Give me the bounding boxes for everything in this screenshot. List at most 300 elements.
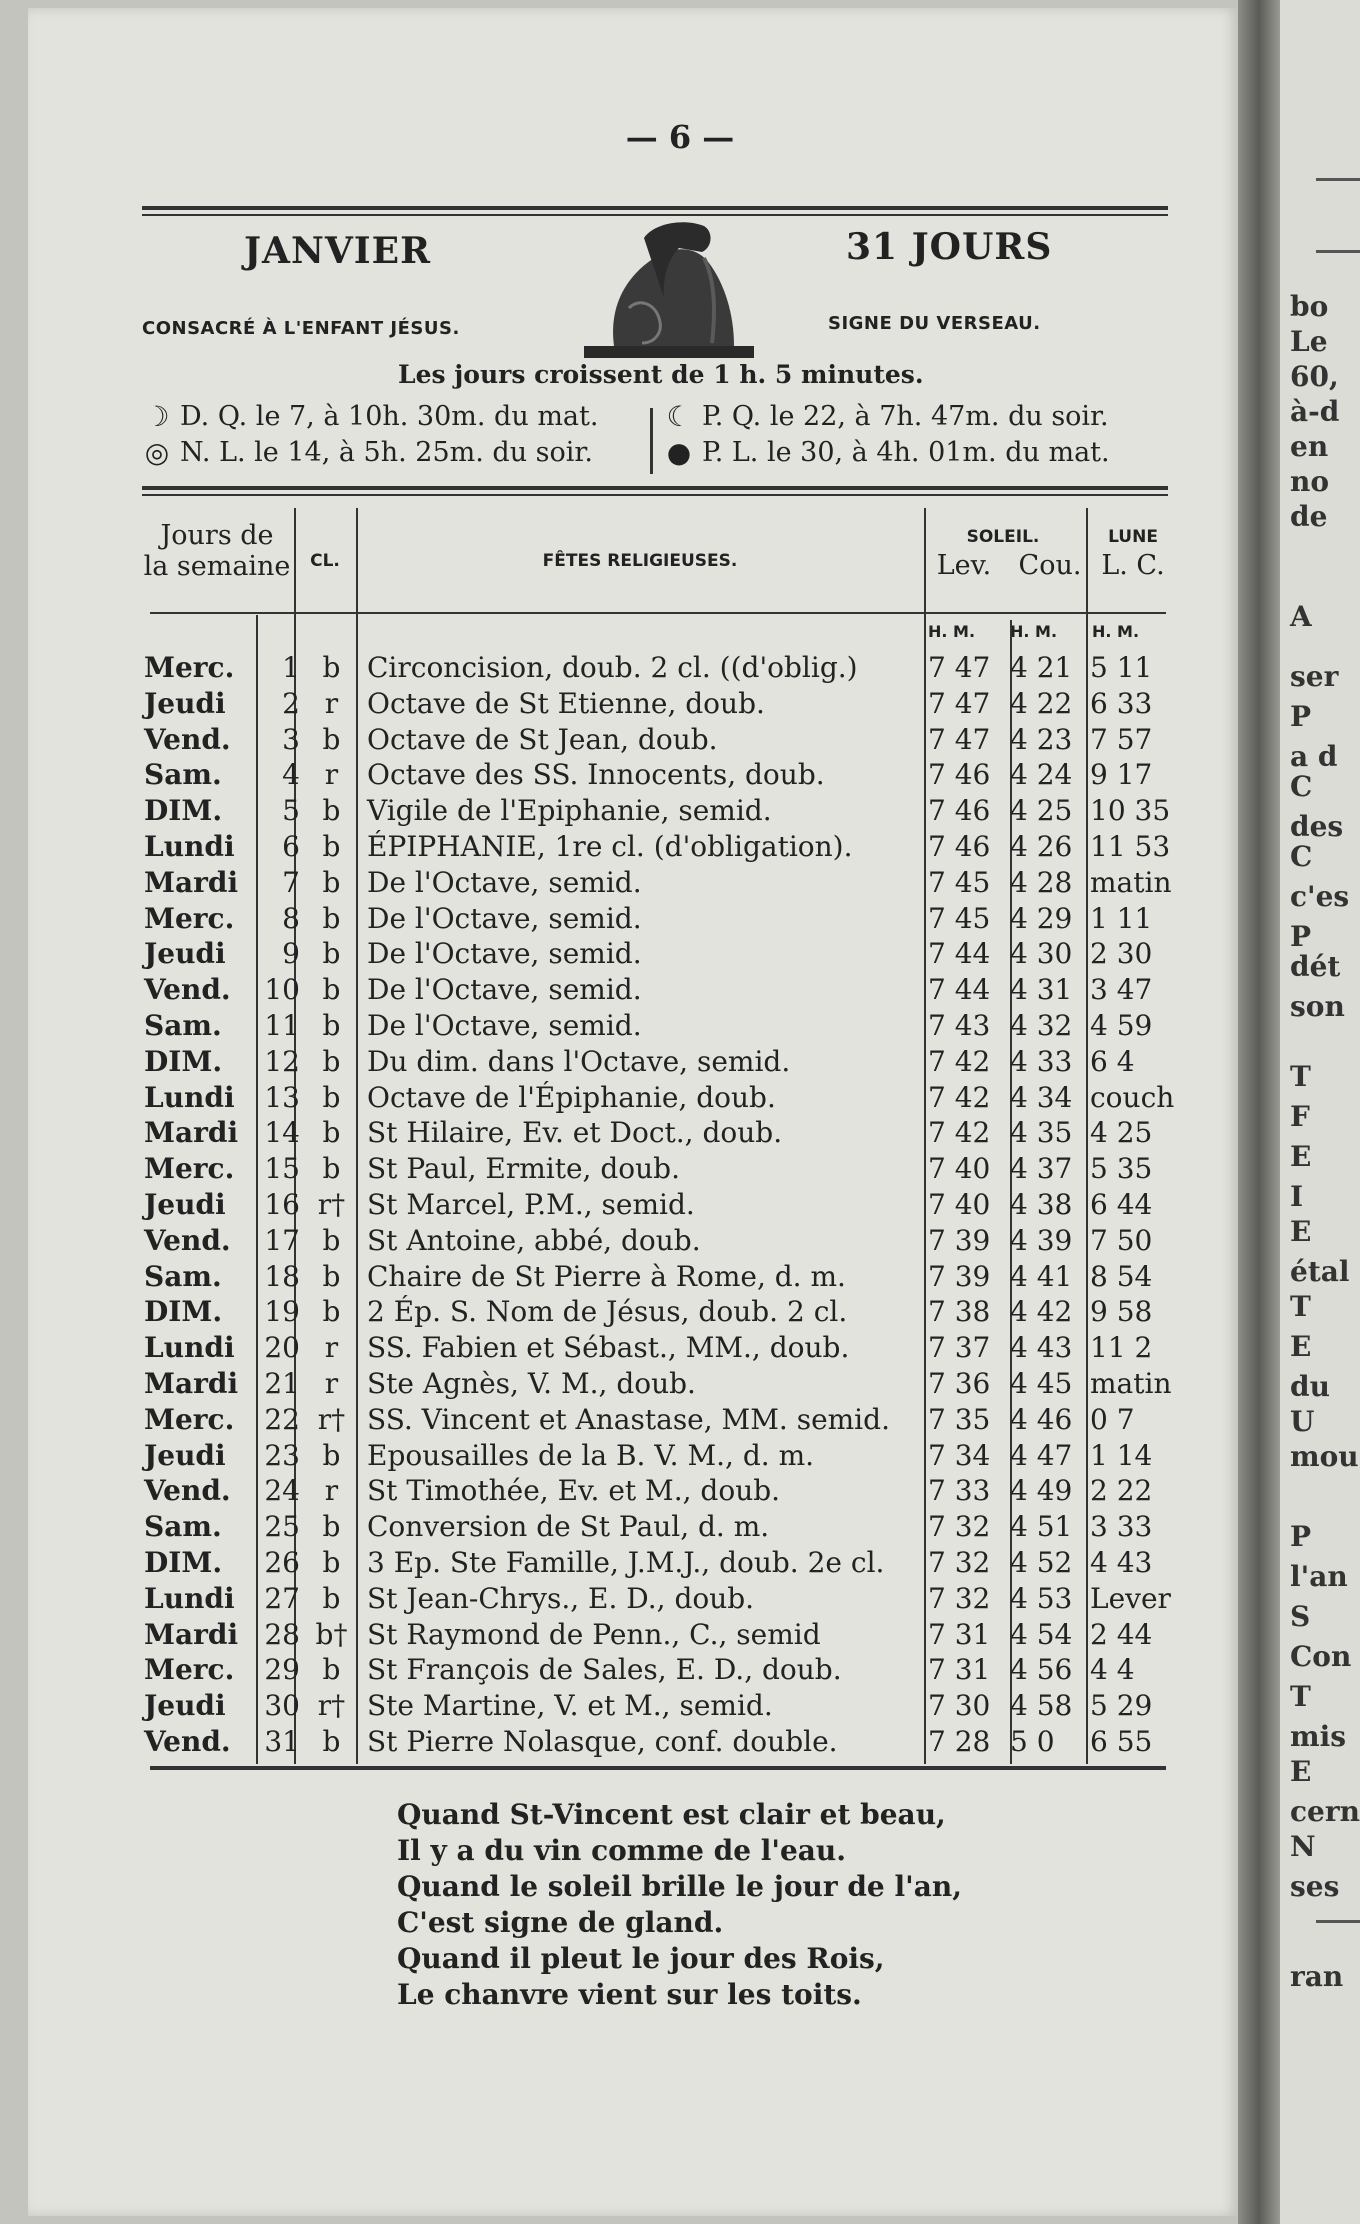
adjacent-page-text: S <box>1290 1600 1311 1633</box>
feast-cell: Circoncision, doub. 2 cl. ((d'oblig.) <box>367 651 858 684</box>
class-cell: b <box>322 651 341 684</box>
sunrise-cell: 7 31 <box>928 1653 991 1687</box>
feast-cell: Du dim. dans l'Octave, semid. <box>367 1044 791 1078</box>
class-cell: b <box>322 794 341 828</box>
sunrise-cell: 7 44 <box>928 973 991 1007</box>
sunset-cell: 4 33 <box>1010 1044 1073 1078</box>
adjacent-page-text: ran <box>1290 1960 1344 1993</box>
date-cell: 5 <box>282 794 300 828</box>
date-cell: 28 <box>264 1617 300 1651</box>
table-row <box>140 1115 1185 1151</box>
class-cell: b <box>322 829 341 863</box>
date-cell: 4 <box>282 758 300 792</box>
sunset-cell: 4 34 <box>1010 1080 1073 1114</box>
table-row <box>140 1688 1185 1724</box>
weekday-cell: Mardi <box>144 865 239 899</box>
moon-cell: 6 33 <box>1090 686 1153 720</box>
phase-waxing: ☾ P. Q. le 22, à 7h. 47m. du soir. <box>664 400 1109 433</box>
weekday-cell: Mardi <box>144 1116 239 1150</box>
class-cell: b <box>322 1438 341 1472</box>
table-row <box>140 650 1185 686</box>
col-feasts-header: FÊTES RELIGIEUSES. <box>542 551 738 571</box>
class-cell: b <box>322 1295 341 1329</box>
date-cell: 8 <box>282 901 300 935</box>
verse-line: Quand le soleil brille le jour de l'an, <box>397 1870 962 1903</box>
unit-cou: H. M. <box>1010 622 1058 641</box>
sunrise-cell: 7 47 <box>928 651 991 684</box>
table-row <box>140 1330 1185 1366</box>
book-gutter <box>1238 0 1280 2224</box>
date-cell: 1 <box>282 651 300 684</box>
table-row <box>140 1438 1185 1474</box>
adjacent-page-text: F <box>1290 1100 1310 1133</box>
moon-cell: 6 44 <box>1090 1187 1153 1221</box>
sunrise-cell: 7 40 <box>928 1187 991 1221</box>
sunrise-cell: 7 32 <box>928 1510 991 1544</box>
calendar-table <box>140 650 1185 1760</box>
unit-lev: H. M. <box>928 622 976 641</box>
sunset-cell: 4 58 <box>1010 1689 1073 1723</box>
date-cell: 23 <box>264 1438 300 1472</box>
weekday-cell: Mardi <box>144 1617 239 1651</box>
feast-cell: De l'Octave, semid. <box>367 901 642 935</box>
moon-cell: matin <box>1090 865 1172 899</box>
date-cell: 14 <box>264 1116 300 1150</box>
feast-cell: Octave de St Etienne, doub. <box>367 686 765 720</box>
class-cell: r† <box>317 1689 346 1723</box>
date-cell: 15 <box>264 1152 300 1186</box>
sunset-cell: 4 38 <box>1010 1187 1073 1221</box>
feast-cell: St Paul, Ermite, doub. <box>367 1152 680 1186</box>
weekday-cell: Mardi <box>144 1366 239 1400</box>
date-cell: 24 <box>264 1474 300 1508</box>
adjacent-page-text: de <box>1290 500 1328 533</box>
moon-cell: 3 33 <box>1090 1510 1153 1544</box>
moon-cell: 4 4 <box>1090 1653 1135 1687</box>
feast-cell: St Jean-Chrys., E. D., doub. <box>367 1581 755 1615</box>
table-row <box>140 1509 1185 1545</box>
sunset-cell: 4 37 <box>1010 1152 1073 1186</box>
sunrise-cell: 7 45 <box>928 901 991 935</box>
sunset-cell: 4 47 <box>1010 1438 1073 1472</box>
table-row <box>140 1259 1185 1295</box>
weekday-cell: Merc. <box>144 1402 235 1436</box>
adjacent-page-text: A <box>1290 600 1312 633</box>
table-row <box>140 1044 1185 1080</box>
month-title: JANVIER <box>244 230 431 272</box>
adjacent-page-text: en <box>1290 430 1329 463</box>
weekday-cell: Sam. <box>144 1008 222 1042</box>
date-cell: 19 <box>264 1295 300 1329</box>
sunset-cell: 4 21 <box>1010 651 1073 684</box>
sunset-cell: 4 28 <box>1010 865 1073 899</box>
weekday-cell: Sam. <box>144 758 222 792</box>
weekday-cell: Jeudi <box>144 1689 226 1723</box>
feast-cell: Vigile de l'Epiphanie, semid. <box>367 794 772 828</box>
table-row <box>140 1473 1185 1509</box>
sunrise-cell: 7 39 <box>928 1223 991 1257</box>
sunrise-cell: 7 42 <box>928 1116 991 1150</box>
adjacent-page-text: Le <box>1290 325 1328 358</box>
moon-cell: 4 43 <box>1090 1545 1153 1579</box>
adjacent-page-text: N <box>1290 1830 1316 1863</box>
adjacent-page-text: T <box>1290 1060 1311 1093</box>
sunrise-cell: 7 32 <box>928 1545 991 1579</box>
class-cell: r <box>324 686 339 720</box>
class-cell: b <box>322 937 341 971</box>
sunset-cell: 4 24 <box>1010 758 1073 792</box>
daylight-note: Les jours croissent de 1 h. 5 minutes. <box>398 360 924 389</box>
date-cell: 10 <box>264 973 300 1007</box>
table-row <box>140 1402 1185 1438</box>
feast-cell: St Raymond de Penn., C., semid <box>367 1617 821 1651</box>
sunrise-cell: 7 46 <box>928 758 991 792</box>
table-row <box>140 865 1185 901</box>
adjacent-page-text: C <box>1290 840 1313 873</box>
sunrise-cell: 7 36 <box>928 1366 991 1400</box>
class-cell: r <box>324 758 339 792</box>
weekday-cell: Merc. <box>144 651 235 684</box>
sunset-cell: 4 35 <box>1010 1116 1073 1150</box>
class-cell: b <box>322 1044 341 1078</box>
table-row <box>140 1545 1185 1581</box>
sunrise-cell: 7 33 <box>928 1474 991 1508</box>
sunrise-cell: 7 35 <box>928 1402 991 1436</box>
sunrise-cell: 7 37 <box>928 1331 991 1365</box>
verse-line: C'est signe de gland. <box>397 1906 724 1939</box>
moon-cell: 11 53 <box>1090 829 1171 863</box>
moon-full-icon: ● <box>666 436 692 469</box>
class-cell: b <box>322 1116 341 1150</box>
adjacent-page-text: du <box>1290 1370 1330 1403</box>
sunrise-cell: 7 47 <box>928 686 991 720</box>
date-cell: 31 <box>264 1724 300 1758</box>
adjacent-page-text: mou <box>1290 1440 1359 1473</box>
class-cell: b <box>322 1152 341 1186</box>
weekday-cell: Merc. <box>144 1653 235 1687</box>
phase-new-moon: ◎ N. L. le 14, à 5h. 25m. du soir. <box>142 436 593 469</box>
adjacent-page-text: I <box>1290 1180 1304 1213</box>
class-cell: b <box>322 1581 341 1615</box>
date-cell: 29 <box>264 1653 300 1687</box>
class-cell: b <box>322 1080 341 1114</box>
weekday-cell: Jeudi <box>144 1438 226 1472</box>
adjacent-page-text: étal <box>1290 1255 1350 1288</box>
moon-cell: 11 2 <box>1090 1331 1153 1365</box>
table-row <box>140 1223 1185 1259</box>
adjacent-page-text: 60, <box>1290 360 1339 393</box>
sunset-cell: 4 30 <box>1010 937 1073 971</box>
class-cell: b <box>322 1724 341 1758</box>
feast-cell: Octave de l'Épiphanie, doub. <box>367 1080 776 1114</box>
feast-cell: ÉPIPHANIE, 1re cl. (d'obligation). <box>367 829 853 863</box>
sunset-cell: 5 0 <box>1010 1724 1055 1758</box>
feast-cell: Epousailles de la B. V. M., d. m. <box>367 1438 815 1472</box>
weekday-cell: Lundi <box>144 1331 235 1365</box>
moon-waxing-icon: ☾ <box>666 400 692 433</box>
sunrise-cell: 7 42 <box>928 1044 991 1078</box>
table-row <box>140 1080 1185 1116</box>
weekday-cell: Merc. <box>144 901 235 935</box>
table-row <box>140 686 1185 722</box>
sunset-cell: 4 39 <box>1010 1223 1073 1257</box>
sunrise-cell: 7 44 <box>928 937 991 971</box>
verse-line: Quand il pleut le jour des Rois, <box>397 1942 885 1975</box>
sunrise-cell: 7 43 <box>928 1008 991 1042</box>
col-cl-header: CL. <box>310 551 340 571</box>
moon-cell: 0 7 <box>1090 1402 1135 1436</box>
table-row <box>140 901 1185 937</box>
table-row <box>140 757 1185 793</box>
sunset-cell: 4 41 <box>1010 1259 1073 1293</box>
adjacent-page-text: E <box>1290 1330 1312 1363</box>
weather-proverb <box>397 1797 962 2013</box>
adjacent-page-text: ser <box>1290 660 1339 693</box>
feast-cell: Conversion de St Paul, d. m. <box>367 1510 770 1544</box>
adjacent-page-text: a d <box>1290 740 1338 773</box>
date-cell: 27 <box>264 1581 300 1615</box>
moon-new-icon: ◎ <box>144 436 170 469</box>
date-cell: 13 <box>264 1080 300 1114</box>
class-cell: r <box>324 1331 339 1365</box>
sunset-cell: 4 32 <box>1010 1008 1073 1042</box>
adjacent-page-text: T <box>1290 1680 1311 1713</box>
weekday-cell: Vend. <box>144 1474 231 1508</box>
weekday-cell: Vend. <box>144 722 231 756</box>
table-row <box>140 1366 1185 1402</box>
adjacent-page-text: c'es <box>1290 880 1350 913</box>
class-cell: b <box>322 865 341 899</box>
sunset-cell: 4 25 <box>1010 794 1073 828</box>
weekday-cell: Lundi <box>144 1581 235 1615</box>
moon-cell: 9 58 <box>1090 1295 1153 1329</box>
sunset-cell: 4 43 <box>1010 1331 1073 1365</box>
weekday-cell: Vend. <box>144 973 231 1007</box>
weekday-cell: Jeudi <box>144 937 226 971</box>
moon-cell: 5 11 <box>1090 651 1153 684</box>
date-cell: 2 <box>282 686 300 720</box>
date-cell: 16 <box>264 1187 300 1221</box>
feast-cell: Octave de St Jean, doub. <box>367 722 718 756</box>
class-cell: b <box>322 1223 341 1257</box>
date-cell: 18 <box>264 1259 300 1293</box>
table-row <box>140 793 1185 829</box>
weekday-cell: Vend. <box>144 1724 231 1758</box>
class-cell: b <box>322 973 341 1007</box>
sunset-cell: 4 29 <box>1010 901 1073 935</box>
moon-first-quarter-icon: ☽ <box>144 400 170 433</box>
sunrise-cell: 7 38 <box>928 1295 991 1329</box>
weekday-cell: Merc. <box>144 1152 235 1186</box>
date-cell: 21 <box>264 1366 300 1400</box>
table-row <box>140 936 1185 972</box>
feast-cell: 3 Ep. Ste Famille, J.M.J., doub. 2e cl. <box>367 1545 885 1579</box>
class-cell: b <box>322 1008 341 1042</box>
weekday-cell: Lundi <box>144 829 235 863</box>
moon-cell: 6 4 <box>1090 1044 1135 1078</box>
adjacent-page-text: l'an <box>1290 1560 1348 1593</box>
moon-cell: 7 57 <box>1090 722 1153 756</box>
feast-cell: De l'Octave, semid. <box>367 973 642 1007</box>
date-cell: 26 <box>264 1545 300 1579</box>
table-row <box>140 722 1185 758</box>
month-consecration: CONSACRÉ À L'ENFANT JÉSUS. <box>142 318 460 339</box>
sunset-cell: 4 49 <box>1010 1474 1073 1508</box>
adjacent-page-text: P <box>1290 700 1312 733</box>
moon-cell: 1 11 <box>1090 901 1153 935</box>
table-row <box>140 1652 1185 1688</box>
sunrise-cell: 7 34 <box>928 1438 991 1472</box>
phase-first-quarter: ☽ D. Q. le 7, à 10h. 30m. du mat. <box>142 400 598 433</box>
adjacent-page-text: no <box>1290 465 1330 498</box>
sunset-cell: 4 22 <box>1010 686 1073 720</box>
class-cell: r† <box>317 1402 346 1436</box>
feast-cell: St Marcel, P.M., semid. <box>367 1187 695 1221</box>
moon-cell: 3 47 <box>1090 973 1153 1007</box>
adjacent-page-text: P <box>1290 920 1312 953</box>
class-cell: b <box>322 901 341 935</box>
adjacent-page-text: U <box>1290 1405 1315 1438</box>
weekday-cell: Vend. <box>144 1223 231 1257</box>
sunset-cell: 4 52 <box>1010 1545 1073 1579</box>
adjacent-page-text: cern <box>1290 1795 1360 1828</box>
weekday-cell: DIM. <box>144 1295 223 1329</box>
adjacent-page-text: des <box>1290 810 1344 843</box>
date-cell: 17 <box>264 1223 300 1257</box>
feast-cell: De l'Octave, semid. <box>367 937 642 971</box>
moon-cell: 5 29 <box>1090 1689 1153 1723</box>
sunset-cell: 4 51 <box>1010 1510 1073 1544</box>
date-cell: 9 <box>282 937 300 971</box>
class-cell: b <box>322 1259 341 1293</box>
date-cell: 30 <box>264 1689 300 1723</box>
moon-cell: 8 54 <box>1090 1259 1153 1293</box>
table-row <box>140 972 1185 1008</box>
sunrise-cell: 7 40 <box>928 1152 991 1186</box>
adjacent-page-text: son <box>1290 990 1345 1023</box>
moon-cell: 4 59 <box>1090 1008 1153 1042</box>
weekday-cell: DIM. <box>144 1545 223 1579</box>
sunrise-cell: 7 30 <box>928 1689 991 1723</box>
sunrise-cell: 7 39 <box>928 1259 991 1293</box>
adjacent-page-text: E <box>1290 1140 1312 1173</box>
date-cell: 7 <box>282 865 300 899</box>
date-cell: 12 <box>264 1044 300 1078</box>
weekday-cell: Sam. <box>144 1259 222 1293</box>
feast-cell: St Hilaire, Ev. et Doct., doub. <box>367 1116 783 1150</box>
feast-cell: Ste Martine, V. et M., semid. <box>367 1689 773 1723</box>
table-row <box>140 829 1185 865</box>
class-cell: r <box>324 1366 339 1400</box>
moon-cell: Lever <box>1090 1581 1171 1615</box>
sunrise-cell: 7 45 <box>928 865 991 899</box>
table-row <box>140 1617 1185 1653</box>
feast-cell: St Timothée, Ev. et M., doub. <box>367 1474 781 1508</box>
table-row <box>140 1724 1185 1760</box>
moon-cell: 6 55 <box>1090 1724 1153 1758</box>
date-cell: 20 <box>264 1331 300 1365</box>
phase-full-moon: ● P. L. le 30, à 4h. 01m. du mat. <box>664 436 1110 469</box>
feast-cell: St François de Sales, E. D., doub. <box>367 1653 842 1687</box>
class-cell: b <box>322 1545 341 1579</box>
class-cell: b <box>322 722 341 756</box>
sunrise-cell: 7 31 <box>928 1617 991 1651</box>
weekday-cell: DIM. <box>144 1044 223 1078</box>
moon-cell: 9 17 <box>1090 758 1153 792</box>
sunrise-cell: 7 32 <box>928 1581 991 1615</box>
adjacent-page-text: à-d <box>1290 395 1340 428</box>
weekday-cell: DIM. <box>144 794 223 828</box>
moon-cell: 2 44 <box>1090 1617 1153 1651</box>
feast-cell: Ste Agnès, V. M., doub. <box>367 1366 696 1400</box>
adjacent-page-text: mis <box>1290 1720 1347 1753</box>
table-row <box>140 1581 1185 1617</box>
sunset-cell: 4 23 <box>1010 722 1073 756</box>
class-cell: b <box>322 1510 341 1544</box>
aquarius-vignette-icon <box>584 218 754 358</box>
date-cell: 25 <box>264 1510 300 1544</box>
col-soleil-header: SOLEIL. <box>966 527 1040 547</box>
sunset-cell: 4 54 <box>1010 1617 1073 1651</box>
date-cell: 22 <box>264 1402 300 1436</box>
feast-cell: Chaire de St Pierre à Rome, d. m. <box>367 1259 846 1293</box>
feast-cell: SS. Fabien et Sébast., MM., doub. <box>367 1331 850 1365</box>
class-cell: r† <box>317 1187 346 1221</box>
moon-cell: 10 35 <box>1090 794 1171 828</box>
class-cell: b† <box>315 1617 348 1651</box>
feast-cell: 2 Ép. S. Nom de Jésus, doub. 2 cl. <box>367 1295 848 1329</box>
adjacent-page-text: P <box>1290 1520 1312 1553</box>
date-cell: 3 <box>282 722 300 756</box>
adjacent-page-text: ses <box>1290 1870 1340 1903</box>
table-row <box>140 1294 1185 1330</box>
weekday-cell: Jeudi <box>144 1187 226 1221</box>
moon-cell: couch <box>1090 1080 1175 1114</box>
page-number: — 6 — <box>625 118 735 156</box>
sunrise-cell: 7 46 <box>928 794 991 828</box>
sunset-cell: 4 42 <box>1010 1295 1073 1329</box>
table-row <box>140 1187 1185 1223</box>
weekday-cell: Sam. <box>144 1510 222 1544</box>
date-cell: 6 <box>282 829 300 863</box>
col-weekday-header: Jours de la semaine <box>143 520 291 582</box>
feast-cell: St Pierre Nolasque, conf. double. <box>367 1724 838 1758</box>
weekday-cell: Jeudi <box>144 686 226 720</box>
sunset-cell: 4 53 <box>1010 1581 1073 1615</box>
adjacent-page-text: Con <box>1290 1640 1352 1673</box>
adjacent-page-text: C <box>1290 770 1313 803</box>
moon-cell: 5 35 <box>1090 1152 1153 1186</box>
sunrise-cell: 7 42 <box>928 1080 991 1114</box>
class-cell: b <box>322 1653 341 1687</box>
moon-cell: 1 14 <box>1090 1438 1153 1472</box>
sunrise-cell: 7 46 <box>928 829 991 863</box>
sunset-cell: 4 26 <box>1010 829 1073 863</box>
adjacent-page-text: bo <box>1290 290 1329 323</box>
moon-cell: 2 22 <box>1090 1474 1153 1508</box>
feast-cell: Octave des SS. Innocents, doub. <box>367 758 825 792</box>
adjacent-page-text: E <box>1290 1215 1312 1248</box>
feast-cell: De l'Octave, semid. <box>367 865 642 899</box>
weekday-cell: Lundi <box>144 1080 235 1114</box>
adjacent-page-text: T <box>1290 1290 1311 1323</box>
table-row <box>140 1151 1185 1187</box>
table-row <box>140 1008 1185 1044</box>
sunset-cell: 4 31 <box>1010 973 1073 1007</box>
zodiac-sign: SIGNE DU VERSEAU. <box>828 313 1041 334</box>
feast-cell: St Antoine, abbé, doub. <box>367 1223 701 1257</box>
moon-cell: 2 30 <box>1090 937 1153 971</box>
